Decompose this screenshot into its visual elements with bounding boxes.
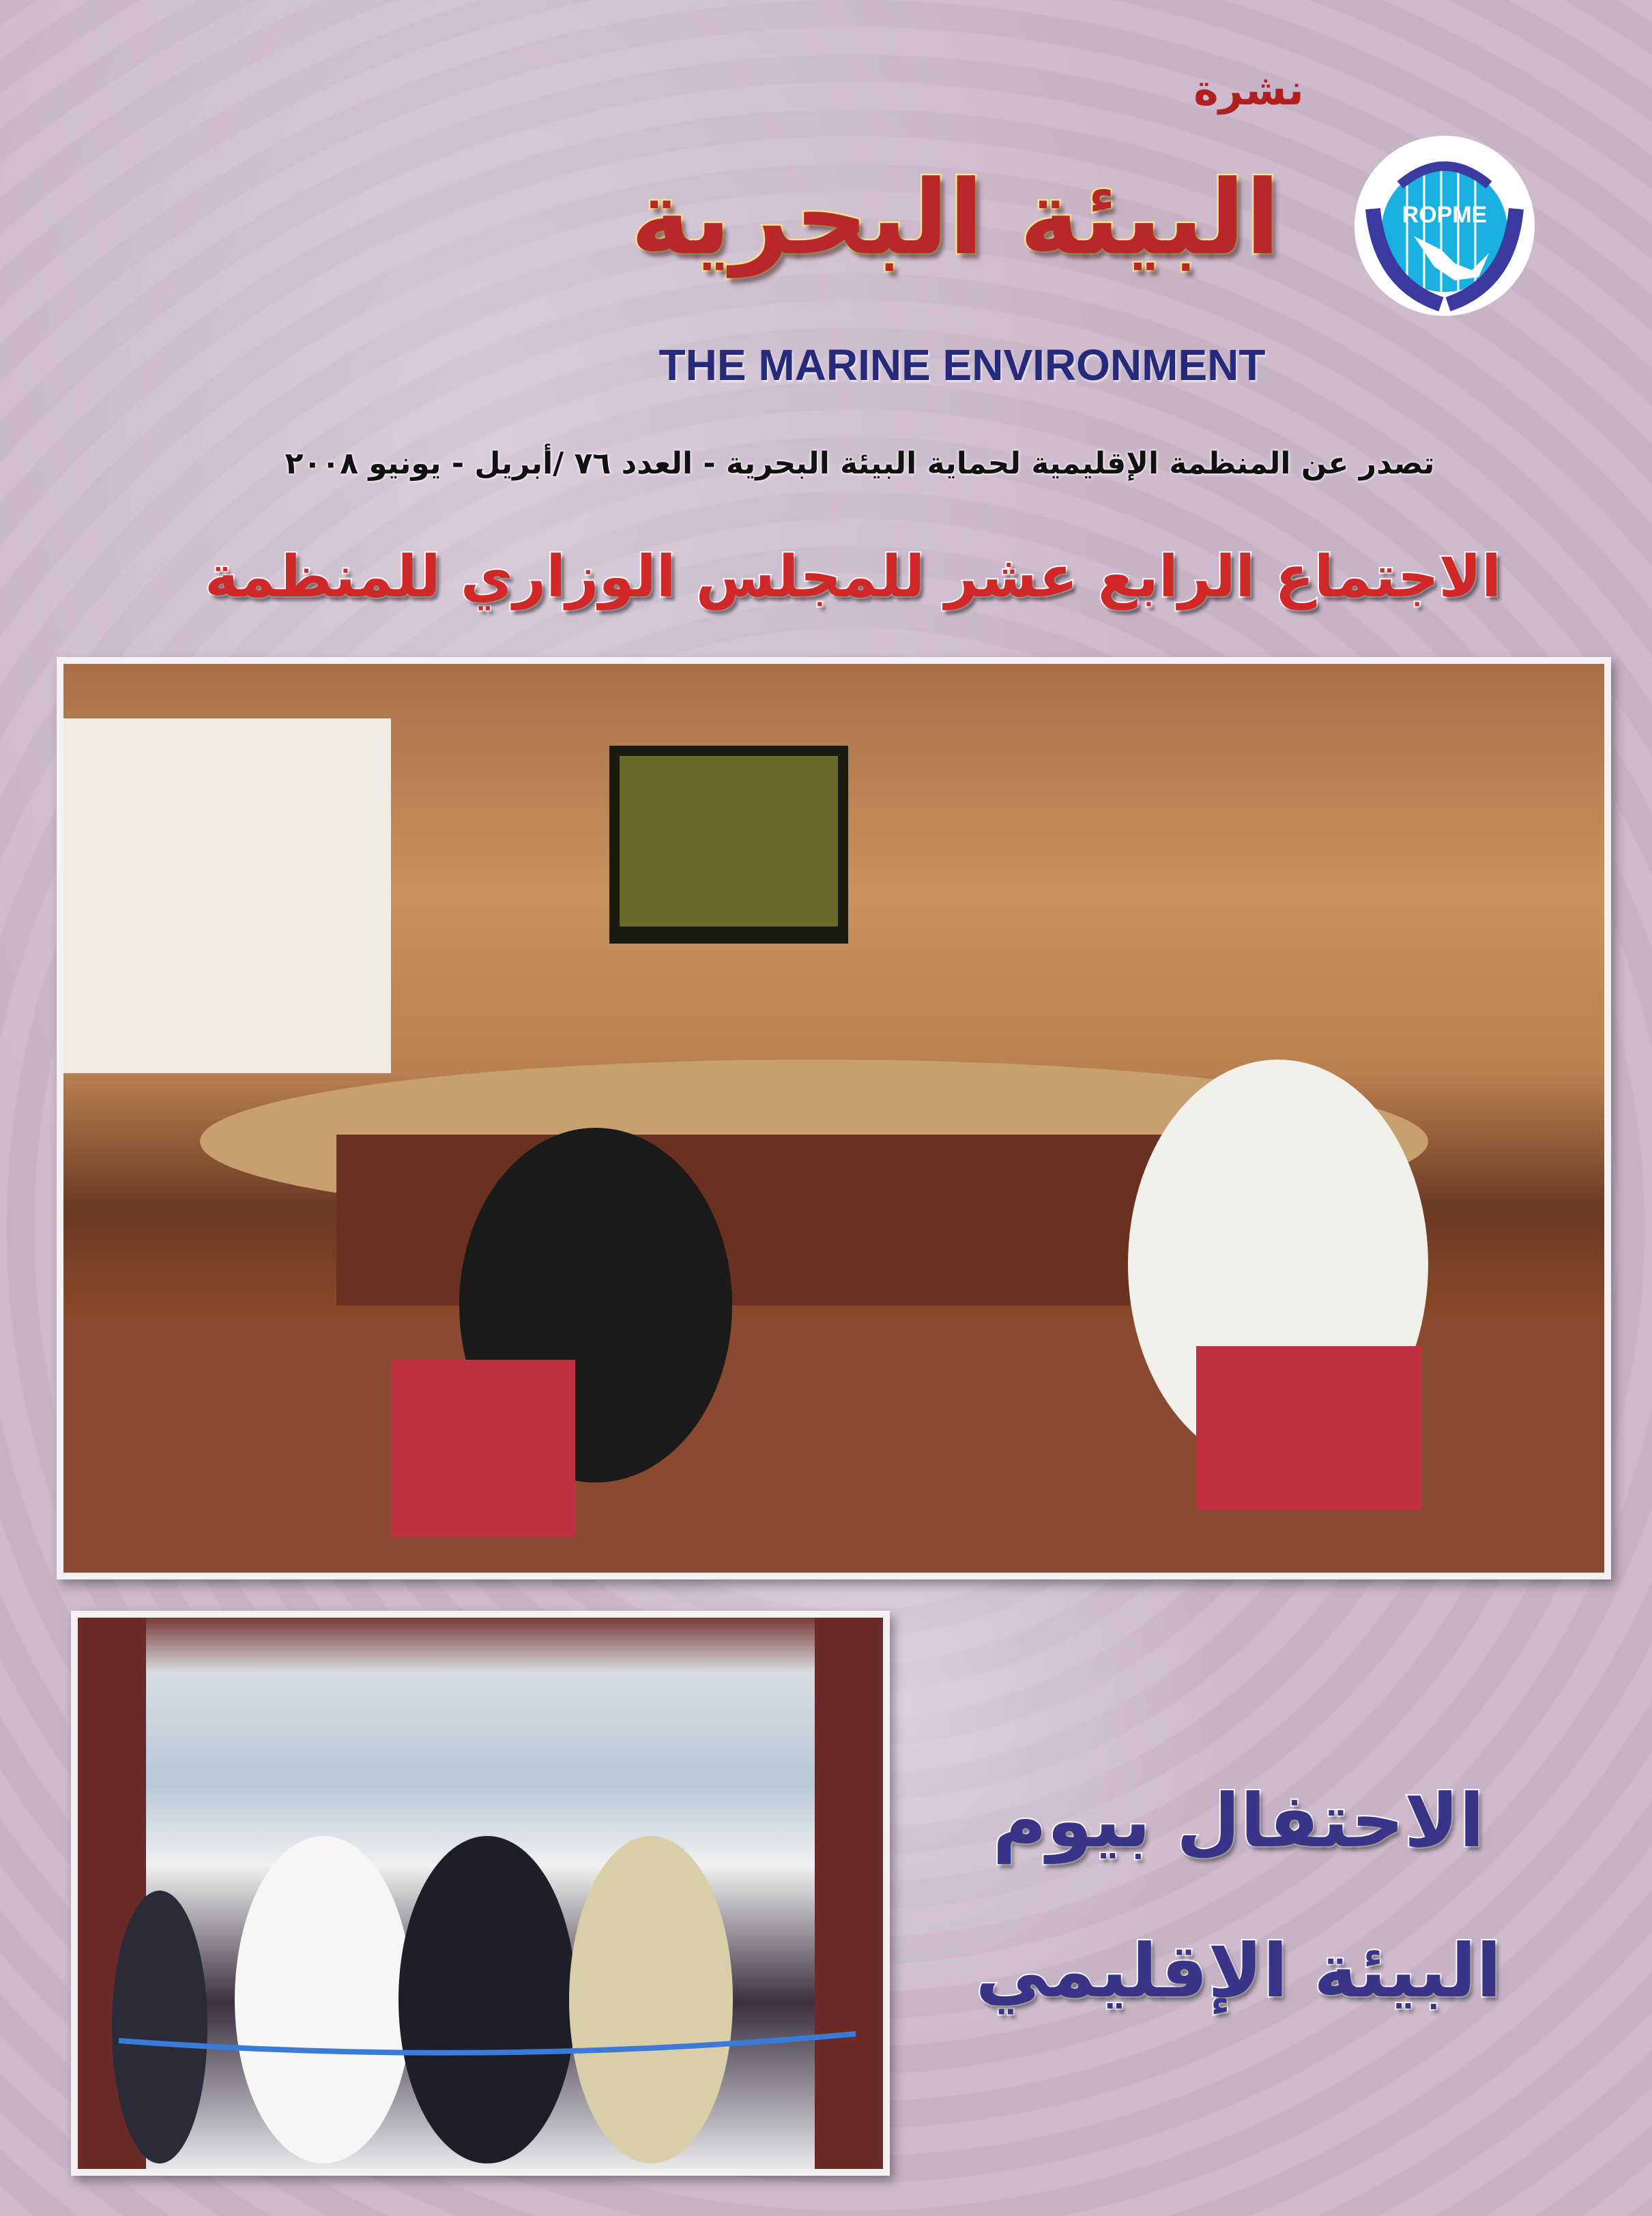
ribbon-cutting-photo xyxy=(71,1611,890,2176)
cover-headline: الاجتماع الرابع عشر للمجلس الوزاري للمنظمة xyxy=(205,543,1501,610)
feature-title-line-1: الاحتفال بيوم xyxy=(992,1779,1485,1864)
feature-title-line-2: البيئة الإقليمي xyxy=(975,1929,1502,2014)
masthead-title-english: THE MARINE ENVIRONMENT xyxy=(658,340,1266,390)
ropme-logo xyxy=(1352,134,1537,318)
council-meeting-photo xyxy=(57,657,1611,1579)
masthead-title-arabic: البيئة البحرية xyxy=(630,159,1281,278)
issue-line: تصدر عن المنظمة الإقليمية لحماية البيئة البحرية - العدد ٧٦ /أبريل - يونيو ٢٠٠٨ xyxy=(285,446,1435,481)
newsletter-kicker: نشرة xyxy=(1193,65,1304,115)
logo-text: ROPME xyxy=(1402,202,1488,228)
